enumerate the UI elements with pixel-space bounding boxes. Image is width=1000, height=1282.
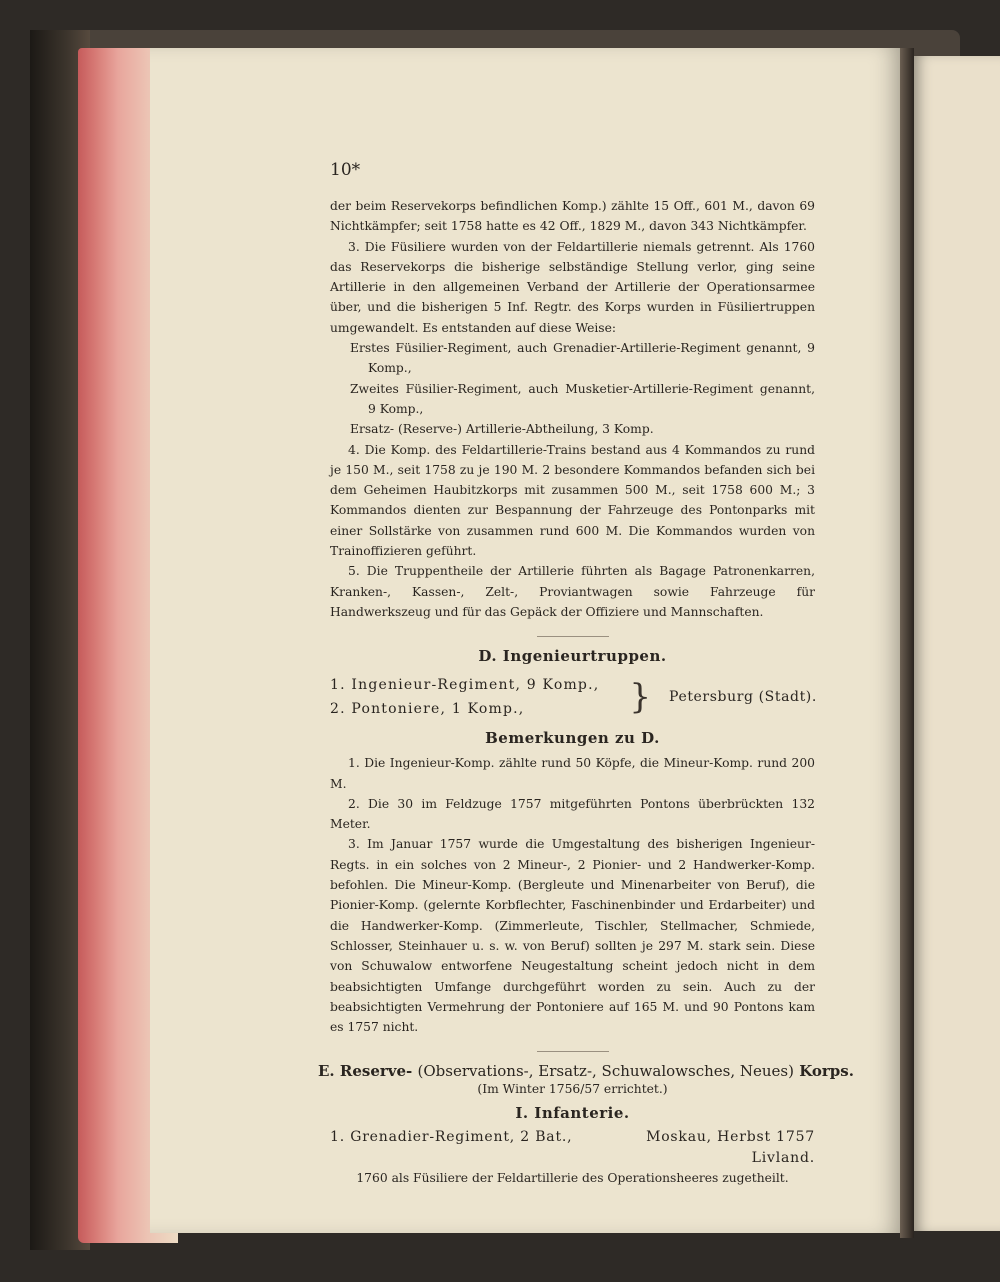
facing-page — [914, 56, 1000, 1231]
location: Petersburg (Stadt). — [669, 689, 817, 706]
section-heading — [318, 1062, 854, 1081]
unit-list — [330, 673, 599, 721]
footnote: 1760 als Füsiliere der Feldartillerie des Operationsheeres zugetheilt. — [356, 1171, 789, 1186]
remark: 1. Die Ingenieur-Komp. zählte rund 50 Köpfe, die Mineur-Komp. rund 200 M. — [330, 756, 815, 791]
paragraph: 3. Die Füsiliere wurden von der Feldartillerie niemals getrennt. Als 1760 das Reservekorps die bisherige selbständige Stellung verlor, ging seine Artillerie in den allgemeinen Verband der Artillerie der Operationsarmee über, und die bisherigen 5 Inf. Regtr. des Korps wurden in Füsiliertruppen umgewandelt. Es entstanden auf diese Weise: — [330, 239, 815, 335]
remark: 2. Die 30 im Feldzuge 1757 mitgeführten Pontons überbrückten 132 Meter. — [330, 796, 815, 832]
paragraph: 5. Die Truppentheile der Artillerie führten als Bagage Patronenkarren, Kranken-, Kassen-, Zelt-, Proviantwagen sowie Fahrzeuge für Handwerkszeug und für das Gepäck der Offiziere und Mannschaften. — [330, 564, 815, 619]
section-label: E. — [318, 1062, 335, 1081]
heading-middle: (Observations-, Ersatz-, Schuwalowsches, Neues) — [417, 1062, 794, 1081]
remark: 3. Im Januar 1757 wurde die Umgestaltung des bisherigen Ingenieur-Regts. in ein solches von 2 Mineur-, 2 Pionier- und 2 Handwerker-Komp. befohlen. Die Mineur-Komp. (Bergleute und Minenarbeiter von Beruf), die Pionier-Komp. (gelernte Korbflechter, Faschinenbinder und Erdarbeiter) und die Handwerker-Komp. (Zimmerleute, Tischler, Stellmacher, Schmiede, Schlosser, Steinhauer u. s. w. von Beruf) sollten je 297 M. stark sein. Diese von Schuwalow entworfene Neugestaltung scheint jedoch nicht in dem beabsichtigten Umfange durchgeführt worden zu sein. Auch zu der beabsichtigten Vermehrung der Pontoniere auf 165 M. und 90 Pontons kam es 1757 nicht. — [330, 837, 815, 1035]
section-heading: D. Ingenieurtruppen. — [478, 647, 667, 666]
book-gutter — [900, 48, 914, 1238]
unit-entry: 2. Pontoniere, 1 Komp., — [330, 701, 525, 718]
divider — [537, 636, 609, 637]
korps-word: Korps. — [799, 1062, 854, 1081]
section-note: (Im Winter 1756/57 errichtet.) — [477, 1082, 668, 1097]
brace: } — [629, 677, 652, 718]
unit-entry — [330, 1126, 815, 1148]
paragraph: der beim Reservekorps befindlichen Komp.) zählte 15 Off., 601 M., davon 69 Nichtkämpfer; seit 1758 hatte es 42 Off., 1829 M., davon 343 Nichtkämpfer. — [330, 199, 815, 234]
remarks-heading: Bemerkungen zu D. — [485, 729, 660, 748]
sub-item: Ersatz- (Reserve-) Artillerie-Abtheilung, 3 Komp. — [350, 422, 654, 437]
unit-name: 1. Grenadier-Regiment, 2 Bat., — [330, 1129, 573, 1146]
page-number: 10* — [330, 160, 361, 180]
paragraph: 4. Die Komp. des Feldartillerie-Trains bestand aus 4 Kommandos zu rund je 150 M., seit 1758 zu je 190 M. 2 besondere Kommandos befanden sich bei dem Geheimen Haubitzkorps mit zusammen 500 M., seit 1758 600 M.; 3 Kommandos dienten zur Bespannung der Fahrzeuge des Pontonparks mit einer Sollstärke von zusammen rund 600 M. Die Kommandos wurden von Trainoffizieren geführt. — [330, 442, 815, 559]
divider — [537, 1051, 609, 1052]
unit-location: Moskau, Herbst 1757 — [646, 1129, 815, 1146]
unit-group — [330, 673, 815, 721]
sub-item: Erstes Füsilier-Regiment, auch Grenadier-Artillerie-Regiment genannt, 9 Komp., — [350, 341, 815, 376]
page-text — [318, 160, 854, 1188]
unit-entry: 1. Ingenieur-Regiment, 9 Komp., — [330, 677, 600, 694]
unit-location-2: Livland. — [751, 1150, 815, 1167]
sub-item: Zweites Füsilier-Regiment, auch Musketier-Artillerie-Regiment genannt, 9 Komp., — [350, 381, 815, 416]
reserve-word: Reserve- — [339, 1062, 413, 1081]
subsection-heading: I. Infanterie. — [515, 1104, 630, 1123]
